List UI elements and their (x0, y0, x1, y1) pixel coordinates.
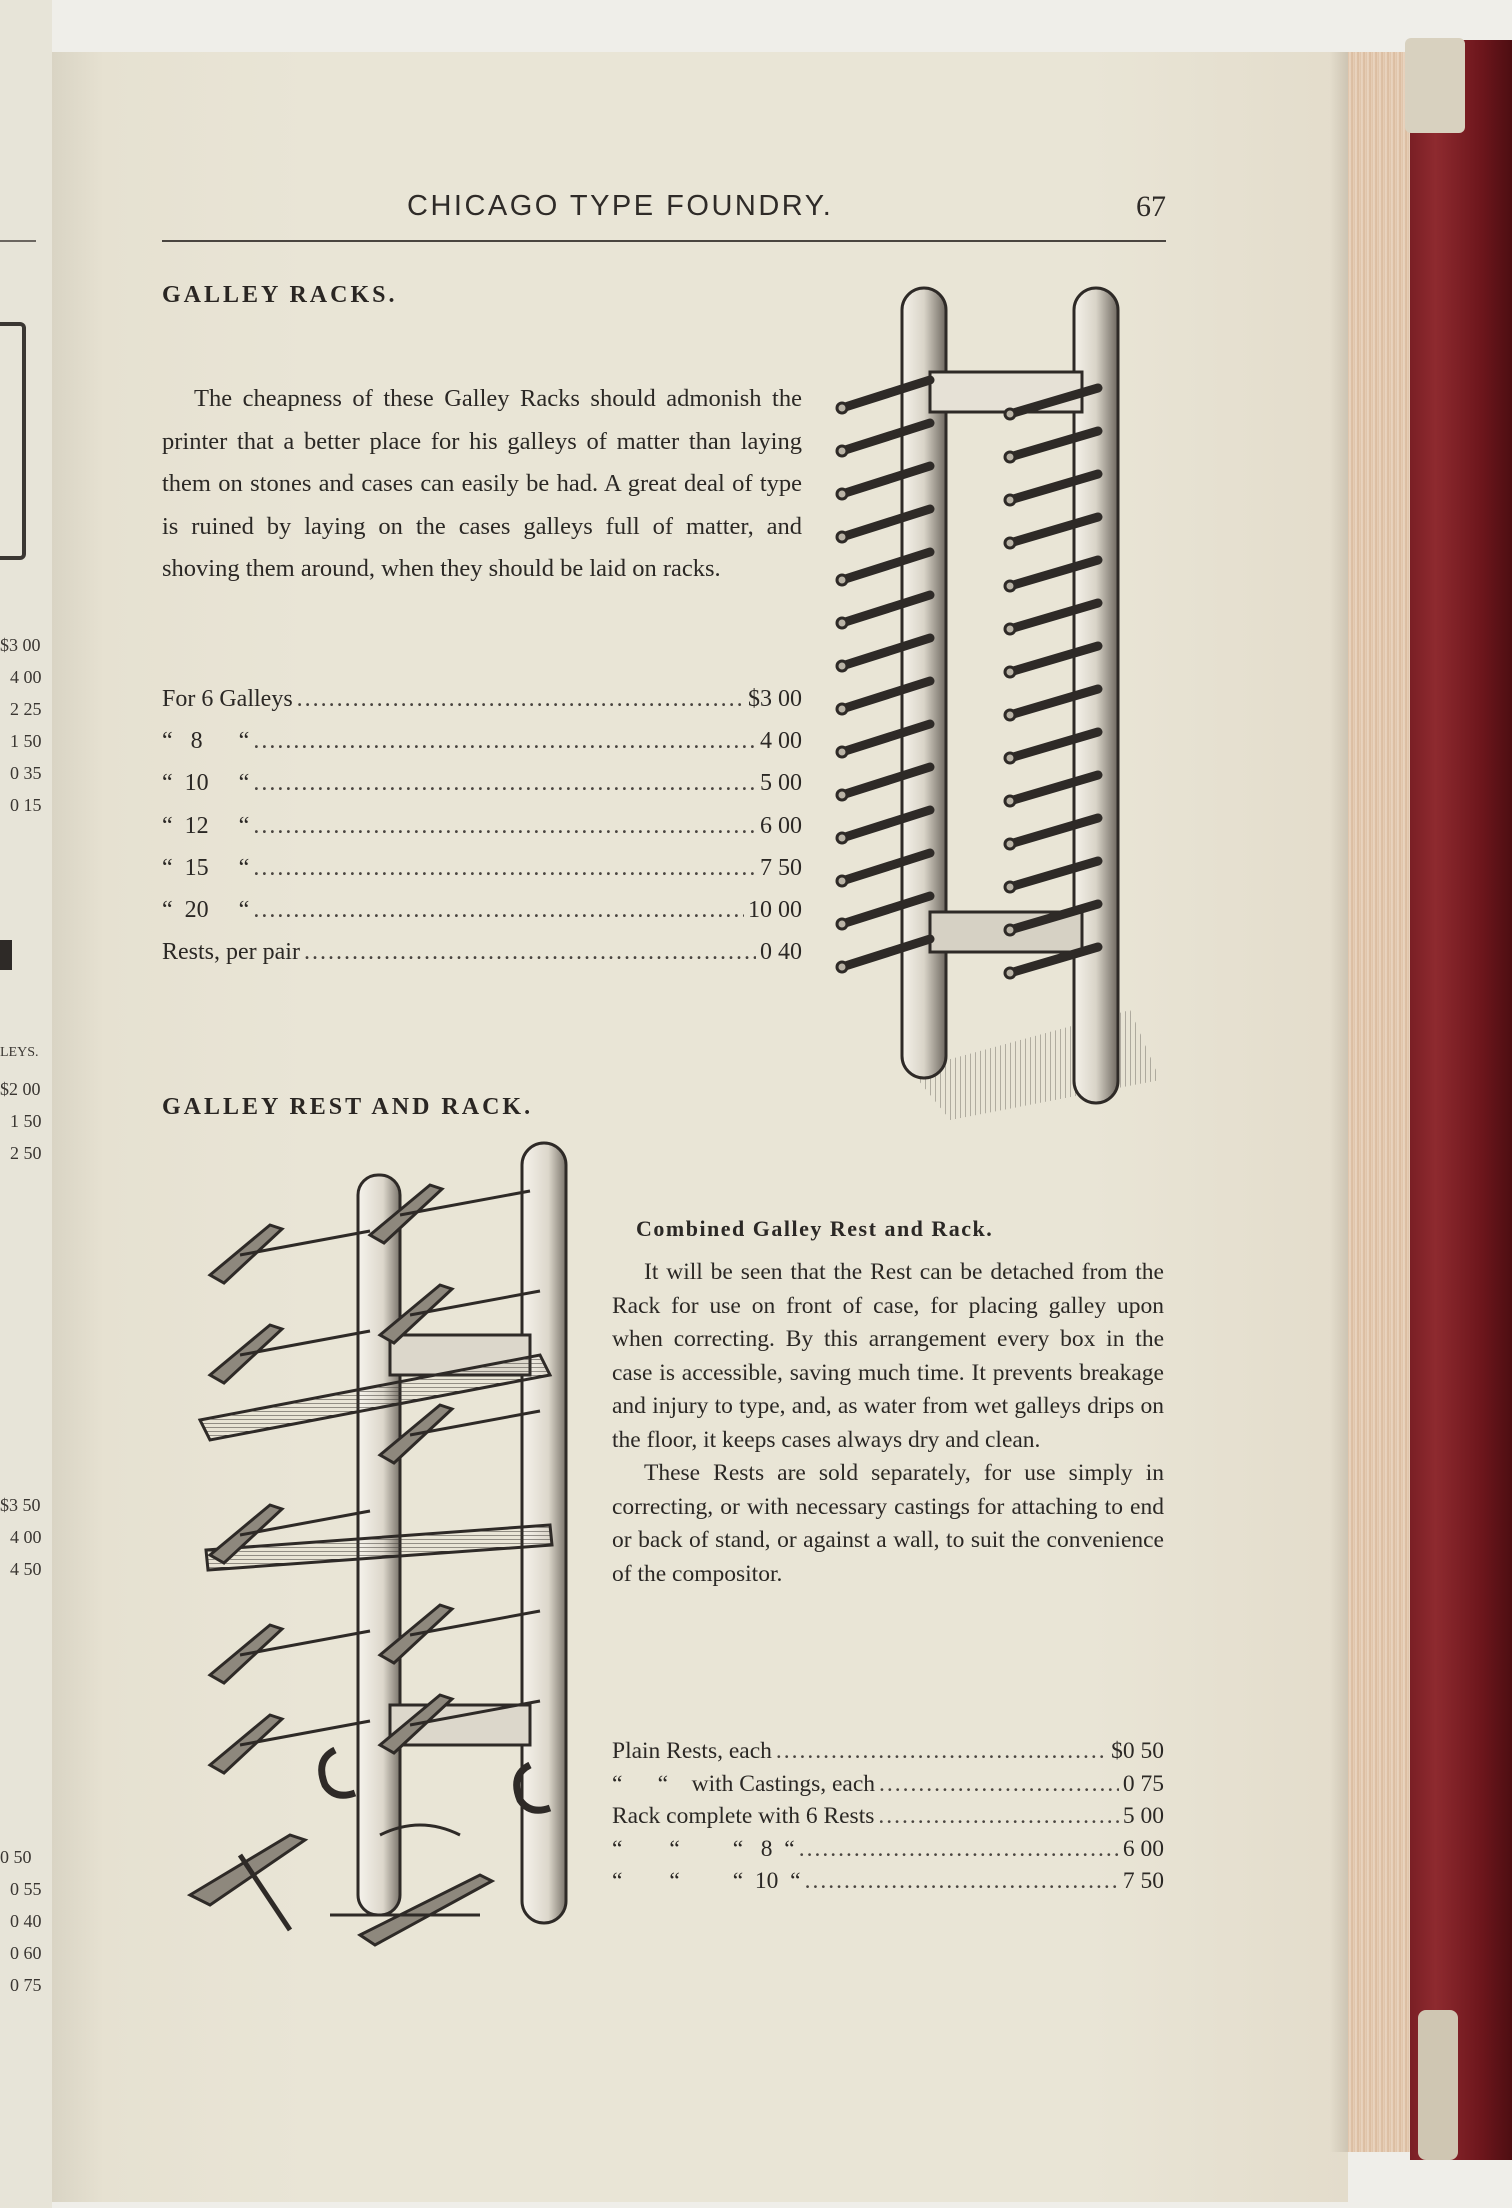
galley-rest-price-list (612, 1738, 1164, 1901)
peg-tip (837, 618, 847, 628)
leader-dots (799, 1836, 1119, 1863)
left-page-fragment: 0 40 (10, 1911, 42, 1931)
left-page-illustration-fragment (0, 322, 26, 560)
leader-dots (253, 770, 756, 797)
price-label: For 6 Galleys (162, 686, 293, 712)
page-number: 67 (1136, 190, 1166, 223)
galley-rest-and-rack-illustration (180, 1135, 600, 1965)
galley-rest-paragraph-2: These Rests are sold separately, for use simply in correcting, or with necessary castings for attaching to end or back of stand, or against a wall, to suit the convenience of the compositor. (612, 1460, 1164, 1587)
price-label: “ “ “ 10 “ (612, 1868, 801, 1894)
price-value: 6 00 (1122, 1835, 1164, 1862)
price-row (612, 1836, 1164, 1869)
price-value: 5 00 (760, 770, 802, 797)
peg-tip (1005, 409, 1015, 419)
peg-tip (837, 489, 847, 499)
left-page-fragment: 0 60 (10, 1943, 42, 1963)
price-value: $3 00 (748, 686, 802, 712)
left-page-fragment: 0 50 (0, 1847, 32, 1867)
price-label: “ 15 “ (162, 854, 250, 881)
leader-dots (253, 813, 756, 840)
left-page-fragment: 4 00 (10, 667, 42, 687)
peg-tip (1005, 753, 1015, 763)
left-page-fragment: 1 50 (10, 731, 42, 751)
price-value: 7 50 (1122, 1868, 1164, 1894)
peg-tip (1005, 624, 1015, 634)
left-page-fragment: 4 50 (10, 1559, 42, 1579)
section-heading-galley-rest-and-rack: GALLEY REST AND RACK. (162, 1094, 534, 1120)
left-page-fragment: 0 75 (10, 1975, 42, 1995)
peg-tip (1005, 925, 1015, 935)
peg-tip (837, 747, 847, 757)
leader-dots (297, 686, 744, 713)
leader-dots (878, 1803, 1119, 1830)
left-page-fragment: $3 00 (0, 635, 41, 655)
leader-dots (304, 939, 756, 966)
galley-racks-price-list (162, 686, 802, 981)
peg-tip (1005, 495, 1015, 505)
left-page-fragment: 4 00 (10, 1527, 42, 1547)
left-page-fragment: 2 50 (10, 1143, 42, 1163)
section-heading-galley-racks: GALLEY RACKS. (162, 282, 398, 308)
peg-tip (1005, 452, 1015, 462)
peg-tip (1005, 796, 1015, 806)
price-label: Plain Rests, each (612, 1738, 772, 1764)
price-value: 0 40 (760, 939, 802, 966)
price-label: Rests, per pair (162, 939, 300, 966)
peg-tip (837, 446, 847, 456)
left-page-fragment: $3 50 (0, 1495, 41, 1515)
peg-tip (1005, 968, 1015, 978)
price-label: “ “ “ 8 “ (612, 1835, 795, 1862)
price-label: “ 8 “ (162, 728, 250, 755)
price-value: 0 75 (1122, 1770, 1164, 1797)
price-row (612, 1738, 1164, 1771)
cover-corner-top (1405, 38, 1465, 133)
left-page-fragment: 1 50 (10, 1111, 42, 1131)
running-header (162, 190, 1166, 242)
price-row (162, 728, 802, 770)
peg-tip (1005, 839, 1015, 849)
price-row (612, 1771, 1164, 1804)
galley-rest-description (612, 1256, 1164, 1591)
peg-tip (837, 575, 847, 585)
peg-tip (837, 962, 847, 972)
leader-dots (879, 1771, 1119, 1798)
left-page-fragment: 0 35 (10, 763, 42, 783)
leader-dots (253, 728, 756, 755)
left-page-fragment: $2 00 (0, 1079, 41, 1099)
left-page-rule (0, 240, 36, 242)
header-title: CHICAGO TYPE FOUNDRY. (407, 190, 834, 222)
peg-tip (837, 532, 847, 542)
peg-tip (1005, 667, 1015, 677)
left-page-fragment: LEYS. (0, 1045, 39, 1060)
galley-rest-paragraph-1: It will be seen that the Rest can be detached from the Rack for use on front of case, for placing galley upon when correcting. By this arrangement every box in the case is accessible, saving much time. It prevents breakage and injury to type, and, as water from wet galleys drips on the floor, it keeps cases always dry and clean. (612, 1259, 1164, 1453)
price-value: 4 00 (760, 728, 802, 755)
price-label: Rack complete with 6 Rests (612, 1803, 875, 1829)
leader-dots (253, 855, 756, 882)
price-label: “ 20 “ (162, 896, 250, 923)
peg-tip (837, 661, 847, 671)
left-page-block-fragment (0, 940, 12, 970)
price-row (162, 939, 802, 981)
price-row (162, 855, 802, 897)
left-page-fragment: 0 55 (10, 1879, 42, 1899)
galley-racks-paragraph: The cheapness of these Galley Racks should admonish the printer that a better place for his galleys of matter than laying them on stones and cases can easily be had. A great deal of type is ruined by laying on the cases galleys full of matter, and shoving them around, when they should be laid on racks. (162, 385, 802, 582)
peg-tip (1005, 538, 1015, 548)
peg-tip (837, 790, 847, 800)
leader-dots (805, 1868, 1119, 1895)
price-row (162, 770, 802, 812)
book-cover (1410, 40, 1512, 2160)
peg-tip (837, 833, 847, 843)
price-label: “ 12 “ (162, 812, 250, 839)
leader-dots (776, 1738, 1107, 1765)
price-value: $0 50 (1111, 1738, 1164, 1764)
peg-tip (837, 919, 847, 929)
price-label: “ 10 “ (162, 770, 250, 797)
price-label: “ “ with Castings, each (612, 1770, 876, 1797)
galley-racks-description (162, 378, 802, 591)
price-row (162, 813, 802, 855)
left-page-fragment: 0 15 (10, 795, 42, 815)
peg-tip (1005, 882, 1015, 892)
price-value: 5 00 (1122, 1803, 1164, 1829)
price-row (612, 1868, 1164, 1901)
peg-tip (837, 704, 847, 714)
price-row (612, 1803, 1164, 1836)
price-value: 7 50 (760, 854, 802, 881)
price-row (162, 897, 802, 939)
peg-tip (1005, 581, 1015, 591)
peg-tip (837, 403, 847, 413)
left-page-fragment: 2 25 (10, 699, 42, 719)
price-value: 6 00 (760, 812, 802, 839)
leader-dots (253, 897, 744, 924)
page-edges (1348, 52, 1410, 2152)
subheading-combined-galley-rest: Combined Galley Rest and Rack. (636, 1216, 994, 1241)
peg-tip (837, 876, 847, 886)
price-row (162, 686, 802, 728)
price-value: 10 00 (748, 896, 802, 923)
peg-tip (1005, 710, 1015, 720)
galley-rack-illustration (830, 280, 1170, 1130)
cover-corner-bottom (1418, 2010, 1458, 2160)
